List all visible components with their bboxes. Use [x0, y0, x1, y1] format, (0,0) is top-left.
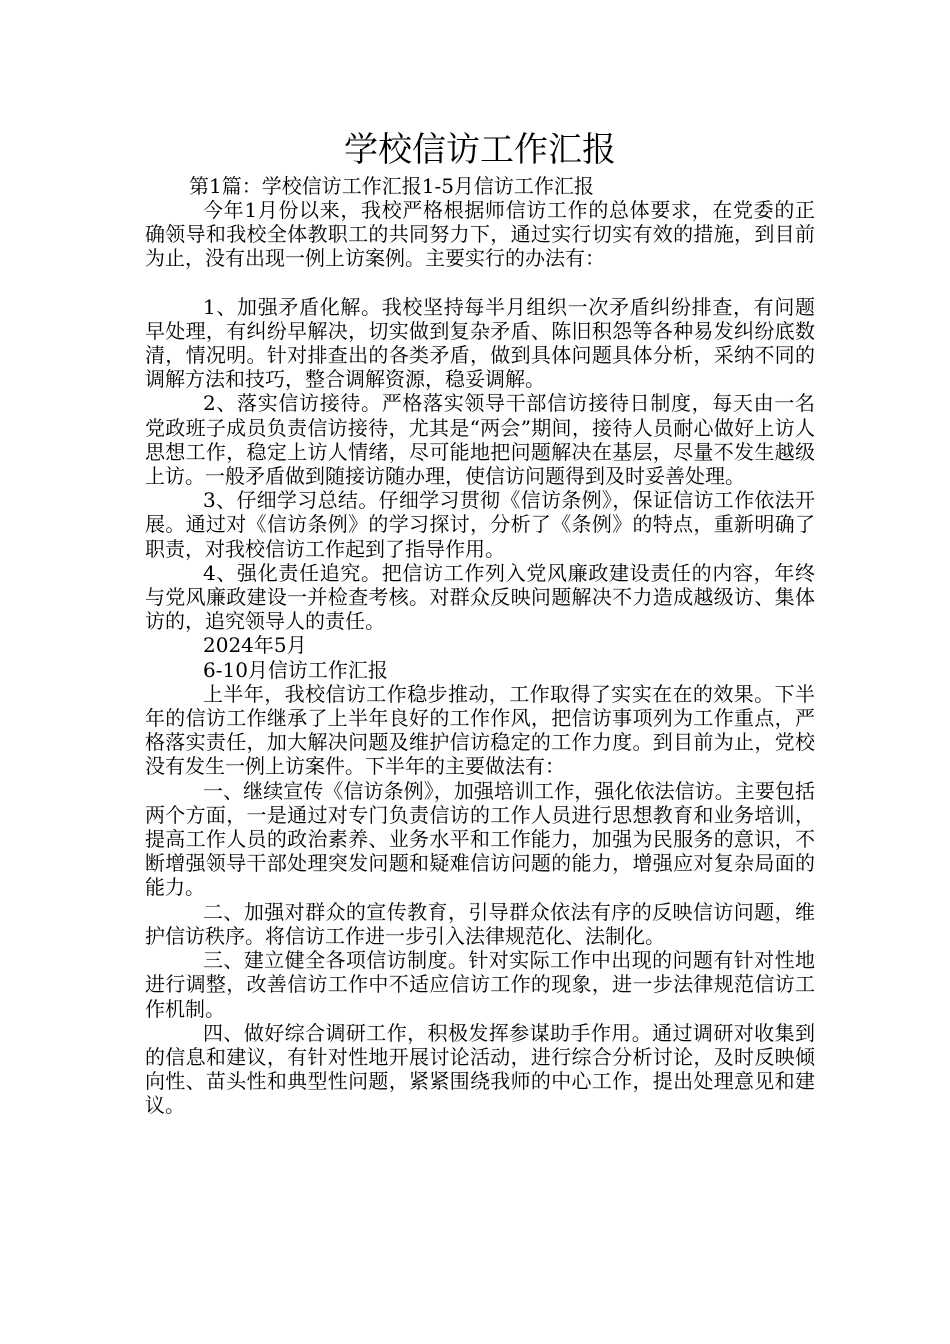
report-date: 2024年5月 — [203, 633, 307, 658]
practice-paragraph-4: 四、做好综合调研工作，积极发挥参谋助手作用。通过调研对收集到的信息和建议，有针对性地开展讨论活动，进行综合分析讨论，及时反映倾向性、苗头性和典型性问题，紧紧围绕我师的中心工作，提出处理意见和建议。 — [145, 1020, 815, 1118]
practice-paragraph-2: 二、加强对群众的宣传教育，引导群众依法有序的反映信访问题，维护信访秩序。将信访工作进一步引入法律规范化、法制化。 — [145, 899, 815, 948]
measure-paragraph-1: 1、加强矛盾化解。我校坚持每半月组织一次矛盾纠纷排查，有问题早处理，有纠纷早解决，切实做到复杂矛盾、陈旧积怨等各种易发纠纷底数清，情况明。针对排查出的各类矛盾，做到具体问题具体分析，采纳不同的调解方法和技巧，整合调解资源，稳妥调解。 — [145, 294, 815, 392]
document-page — [145, 128, 815, 1118]
measure-paragraph-3: 3、仔细学习总结。仔细学习贯彻《信访条例》，保证信访工作依法开展。通过对《信访条例》的学习探讨，分析了《条例》的特点，重新明确了职责，对我校信访工作起到了指导作用。 — [145, 488, 815, 561]
practice-paragraph-1: 一、继续宣传《信访条例》，加强培训工作，强化依法信访。主要包括两个方面，一是通过对专门负责信访的工作人员进行思想教育和业务培训，提高工作人员的政治素养、业务水平和工作能力，加强为民服务的意识，不断增强领导干部处理突发问题和疑难信访问题的能力，增强应对复杂局面的能力。 — [145, 778, 815, 900]
section2-title: 6-10月信访工作汇报 — [203, 657, 388, 682]
paragraph-gap — [145, 271, 815, 295]
measure-paragraph-2: 2、落实信访接待。严格落实领导干部信访接待日制度，每天由一名党政班子成员负责信访接待，尤其是“两会”期间，接待人员耐心做好上访人思想工作，稳定上访人情绪，尽可能地把问题解决在基层，尽量不发生越级上访。一般矛盾做到随接访随办理，使信访问题得到及时妥善处理。 — [145, 391, 815, 489]
practice-paragraph-3: 三、建立健全各项信访制度。针对实际工作中出现的问题有针对性地进行调整，改善信访工作中不适应信访工作的现象，进一步法律规范信访工作机制。 — [145, 948, 815, 1021]
intro-paragraph: 今年1月份以来，我校严格根据师信访工作的总体要求，在党委的正确领导和我校全体教职工的共同努力下，通过实行切实有效的措施，到目前为止，没有出现一例上访案例。主要实行的办法有： — [145, 198, 815, 271]
document-subtitle: 第1篇：学校信访工作汇报1-5月信访工作汇报 — [189, 174, 594, 198]
document-title: 学校信访工作汇报 — [344, 130, 616, 170]
measure-paragraph-4: 4、强化责任追究。把信访工作列入党风廉政建设责任的内容，年终与党风廉政建设一并检查考核。对群众反映问题解决不力造成越级访、集体访的，追究领导人的责任。 — [145, 560, 815, 634]
section2-intro: 上半年，我校信访工作稳步推动，工作取得了实实在在的效果。下半年的信访工作继承了上半年良好的工作作风，把信访事项列为工作重点，严格落实责任，加大解决问题及维护信访稳定的工作力度。到目前为止，党校没有发生一例上访案件。下半年的主要做法有： — [145, 681, 815, 779]
